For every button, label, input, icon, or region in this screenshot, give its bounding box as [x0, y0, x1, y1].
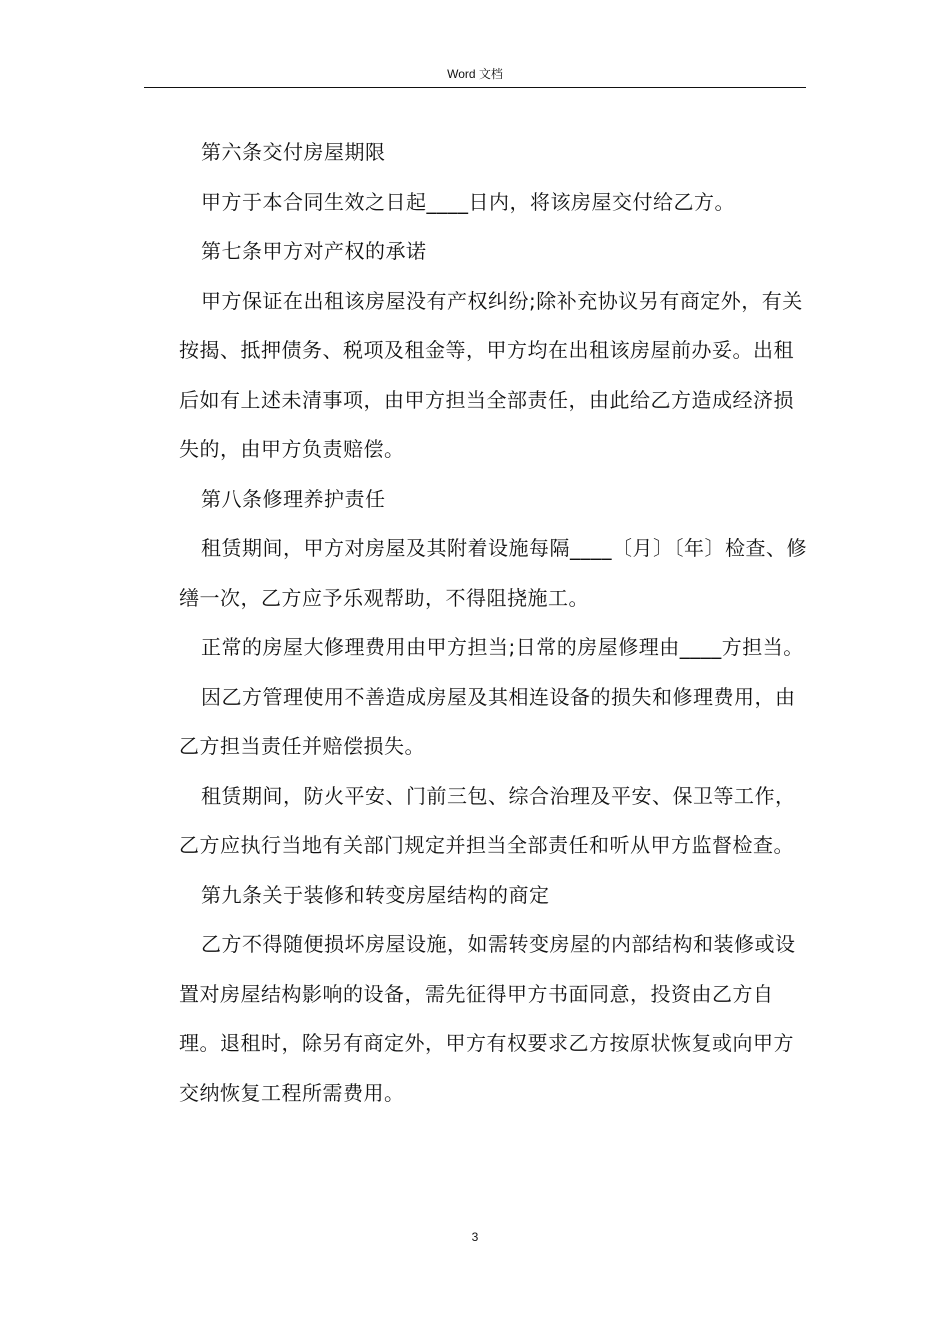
article-8-heading: 第八条修理养护责任 — [201, 486, 386, 511]
article-7-heading: 第七条甲方对产权的承诺 — [201, 239, 427, 263]
page-number: 3 — [471, 1230, 479, 1244]
article-7-paragraph: 甲方保证在出租该房屋没有产权纠纷;除补充协议另有商定外，有关按揭、抵押债务、税项及租金等，甲方均在出租该房屋前办妥。出租后如有上述未清事项，由甲方担当全部责任，由此给乙方造成经济损失的，由甲方负责赔偿。 — [179, 288, 803, 461]
article-8-paragraph-1: 租赁期间，甲方对房屋及其附着设施每隔____〔月〕〔年〕检查、修缮一次，乙方应予乐观帮助，不得阻挠施工。 — [179, 536, 807, 610]
article-6-paragraph: 甲方于本合同生效之日起____日内，将该房屋交付给乙方。 — [201, 189, 735, 214]
article-9-paragraph: 乙方不得随便损坏房屋设施，如需转变房屋的内部结构和装修或设置对房屋结构影响的设备，需先征得甲方书面同意，投资由乙方自理。退租时，除另有商定外，甲方有权要求乙方按原状恢复或向甲方交纳恢复工程所需费用。 — [179, 932, 796, 1105]
article-9-heading: 第九条关于装修和转变房屋结构的商定 — [201, 882, 550, 907]
article-6-heading: 第六条交付房屋期限 — [201, 140, 386, 164]
article-8-paragraph-3: 因乙方管理使用不善造成房屋及其相连设备的损失和修理费用，由乙方担当责任并赔偿损失。 — [179, 684, 796, 758]
document-body — [179, 128, 809, 1118]
article-8-paragraph-4: 租赁期间，防火平安、门前三包、综合治理及平安、保卫等工作，乙方应执行当地有关部门规定并担当全部责任和听从甲方监督检查。 — [179, 783, 796, 857]
article-8-paragraph-2: 正常的房屋大修理费用由甲方担当;日常的房屋修理由____方担当。 — [201, 635, 804, 659]
document-header: Word 文档 — [447, 67, 503, 81]
header-divider — [144, 87, 806, 88]
